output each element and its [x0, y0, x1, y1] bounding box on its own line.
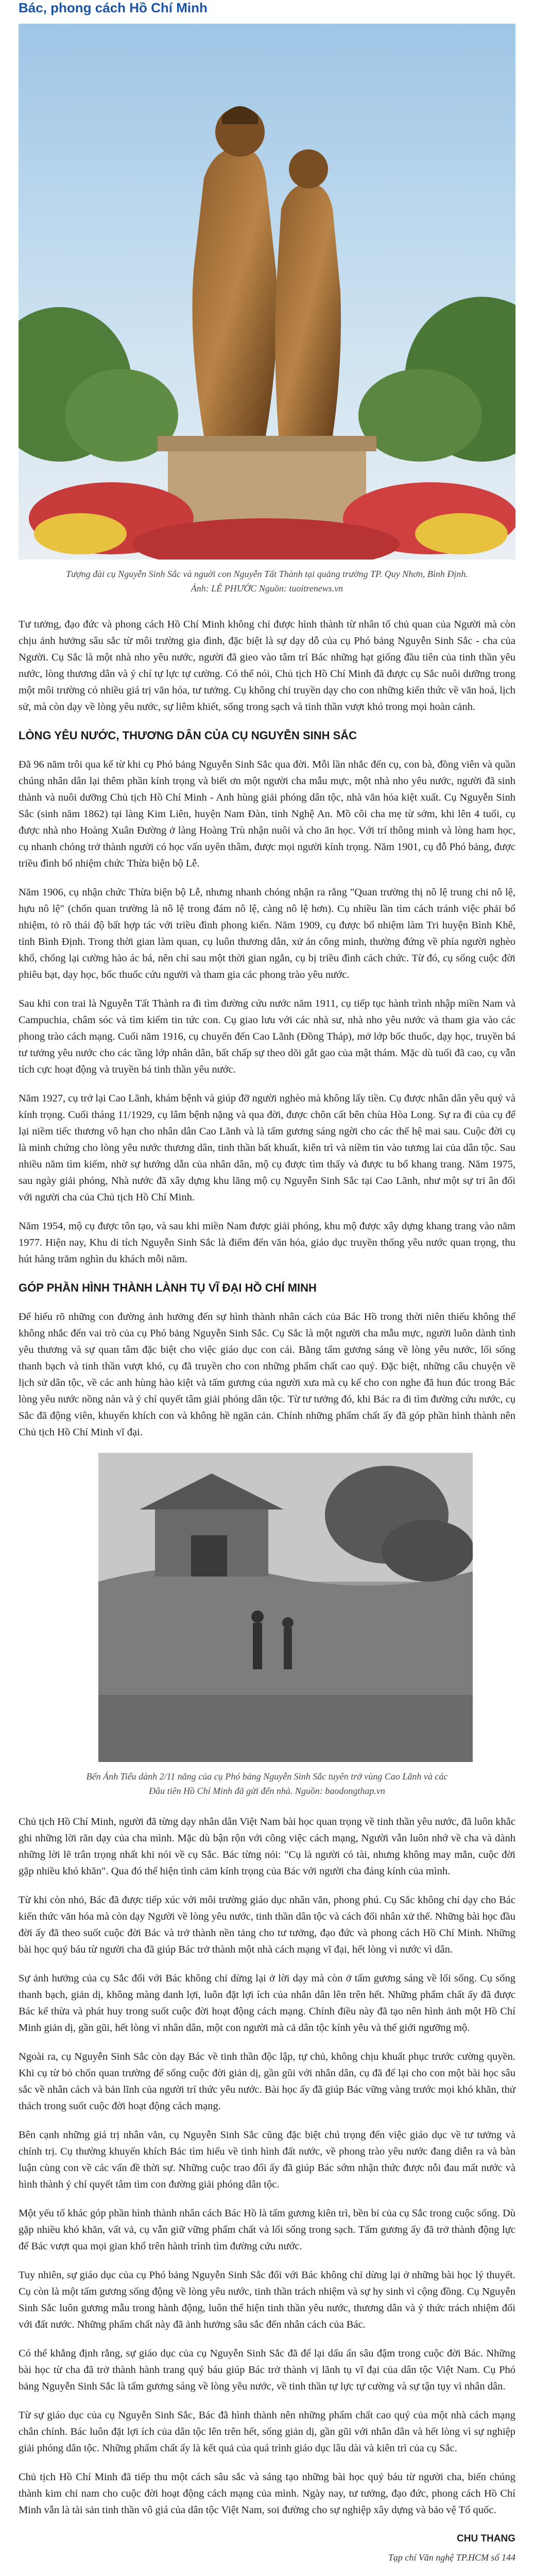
paragraph: Sự ảnh hưởng của cụ Sắc đối với Bác không chỉ dừng lại ở lời dạy mà còn ở tấm gương sáng về lối sống. Cụ sống thanh bạch, giản dị, không màng danh lợi, luôn đặt lợi ích của nhân dân lên trên hết. Những phẩm chất ấy đã được Bác kế thừa và phát huy trong suốt cuộc đời hoạt động cách mạng. Chính điều này đã tạo nên hình ảnh một Hồ Chí Minh giản dị, gần gũi, hết lòng vì nhân dân, một con người mà cả dân tộc kính yêu và thế giới ngưỡng mộ. [19, 1973, 515, 2033]
section-heading-1: LÒNG YÊU NƯỚC, THƯƠNG DÂN CỦA CỤ NGUYỄN SINH SẮC [19, 729, 357, 742]
paragraph: Để hiểu rõ những con đường ảnh hưởng đến sự hình thành nhân cách của Bác Hồ trong thời niên thiếu không thể không nhắc đến vai trò của cụ Phó bảng Nguyễn Sinh Sắc. Cụ Sắc là một người cha mẫu mực, người luôn dành tình yêu thương và sự quan tâm đặc biệt cho việc giáo dục con cái. Bằng tấm gương sáng về lòng yêu nước, lối sống thanh bạch và tinh thần vượt khó, cụ đã truyền cho con những phẩm chất cao quý. Đặc biệt, những câu chuyện về lịch sử dân tộc, về các anh hùng hào kiệt và tấm gương của người xưa mà cụ kể cho con nghe đã hun đúc trong Bác lòng yêu nước nồng nàn và ý chí quyết tâm giải phóng dân tộc. Từ tư tưởng đó, khi Bác ra đi tìm đường cứu nước, cụ Sắc đã động viên, khuyến khích con và không hề ngăn cản. Chính những phẩm chất ấy đã góp phần hình thành nên Chủ tịch Hồ Chí Minh vĩ đại. [19, 1311, 515, 1438]
statue-photo [19, 24, 515, 560]
historic-photo-image [98, 1453, 473, 1762]
hero-image [19, 24, 515, 560]
photo-caption-line-1: Bến Ảnh Tiểu dành 2/11 năng của cụ Phó bảng Nguyễn Sinh Sắc tuyên trở vùng Cao Lãnh và các [86, 1771, 448, 1782]
paragraph: Năm 1906, cụ nhận chức Thừa biện bộ Lễ, nhưng nhanh chóng nhận ra rằng "Quan trường thị nô lệ trung chi nô lệ, hựu nô lệ" (chốn quan trường là nô lệ trong đám nô lệ, càng nô lệ hơn). Cụ nhiều lần tìm cách tránh việc phải bổ nhiệm, tỏ rõ thái độ bất hợp tác với triều đình phong kiến. Năm 1909, cụ được bổ nhiệm làm Tri huyện Bình Khê, tỉnh Bình Định. Trong thời gian làm quan, cụ luôn thương dân, xử án công minh, thường đứng về phía người nghèo khổ, chống lại cường hào ác bá, nên chỉ sau một thời gian ngắn, cụ bị triều đình cách chức. Từ đó, cụ sống cuộc đời phiêu bạt, dạy học, bốc thuốc cứu người và tham gia các phong trào yêu nước. [19, 887, 515, 980]
paragraph: Một yếu tố khác góp phần hình thành nhân cách Bác Hồ là tấm gương kiên trì, bền bỉ của cụ Sắc trong cuộc sống. Dù gặp nhiều khó khăn, vất vả, cụ vẫn giữ vững phẩm chất và lối sống trong sạch. Tấm gương ấy đã trở thành động lực để Bác vượt qua mọi gian khổ trên hành trình tìm đường cứu nước. [19, 2208, 515, 2252]
page-title[interactable]: Bác, phong cách Hồ Chí Minh [19, 0, 208, 15]
paragraph: Tuy nhiên, sự giáo dục của cụ Phó bảng Nguyễn Sinh Sắc đối với Bác không chỉ dừng lại ở những bài học lý thuyết. Cụ còn là một tấm gương sống động về lòng yêu nước, tinh thần trách nhiệm và sự hy sinh vì cộng đồng. Cụ Nguyễn Sinh Sắc luôn gương mẫu trong hành động, luôn thể hiện tinh thần yêu nước, thương dân và ý thức trách nhiệm đối với đất nước. Những phẩm chất này đã ảnh hưởng sâu sắc đến nhân cách của Bác. [19, 2269, 515, 2330]
author-name: CHU THANG [457, 2533, 515, 2544]
paragraph: Năm 1927, cụ trở lại Cao Lãnh, khám bệnh và giúp đỡ người nghèo mà không lấy tiền. Cụ được nhân dân yêu quý và kính trọng. Cuối tháng 11/1929, cụ lâm bệnh nặng và qua đời, được chôn cất bên chùa Hòa Long. Sự ra đi của cụ để lại niềm tiếc thương vô hạn cho nhân dân Cao Lãnh và là tấm gương sáng ngời cho các thế hệ mai sau. Cuộc đời cụ là minh chứng cho lòng yêu nước thương dân, tinh thần bất khuất, kiên trì và niềm tin vào tương lai của dân tộc. Sau nhiều năm tìm kiếm, nhờ sự hướng dẫn của nhân dân, mộ cụ được tìm thấy và được tu bổ khang trang. Năm 1975, sau ngày giải phóng, Nhà nước đã xây dựng khu lăng mộ cụ Nguyễn Sinh Sắc tại Cao Lãnh, như một sự tri ân đối với người cha của Chủ tịch Hồ Chí Minh. [19, 1093, 515, 1203]
paragraph: Chủ tịch Hồ Chí Minh, người đã từng dạy nhân dân Việt Nam bài học quan trọng về tinh thần yêu nước, đã luôn khắc ghi những lời răn dạy của cha mình. Mặc dù bận rộn với công việc cách mạng, Người vẫn luôn nhớ về cha và dành những lời lẽ trân trọng nhất khi nói về cụ Sắc. Bác từng nói: "Cụ là người có tài, nhưng không may mắn, cuộc đời gặp nhiều khó khăn". Qua đó thể hiện tình cảm kính trọng của Bác với người cha đáng kính của mình. [19, 1816, 515, 1877]
historic-photo [98, 1453, 473, 1762]
paragraph: Chủ tịch Hồ Chí Minh đã tiếp thu một cách sâu sắc và sáng tạo những bài học quý báu từ người cha, biến chúng thành kim chỉ nam cho cuộc đời hoạt động cách mạng của mình. Ngày nay, tư tưởng, đạo đức, phong cách Hồ Chí Minh vẫn là tài sản tinh thần vô giá của dân tộc Việt Nam, soi đường cho sự nghiệp xây dựng và bảo vệ Tổ quốc. [19, 2471, 515, 2516]
article-body [19, 616, 515, 2566]
hero-caption-line-2: Ảnh: LÊ PHƯỚC Nguồn: tuoitrenews.vn [191, 583, 343, 594]
historic-photo-caption [19, 1769, 515, 1798]
intro-paragraph: Tư tưởng, đạo đức và phong cách Hồ Chí Minh không chỉ được hình thành từ nhân tố chủ quan của Người mà còn chịu ảnh hưởng sâu sắc từ môi trường gia đình, đặc biệt là sự dạy dỗ của cụ Phó bảng Nguyễn Sinh Sắc - cha của Người. Cụ Sắc là một nhà nho yêu nước, người đã gieo vào tâm trí Bác những hạt giống đầu tiên của tinh thần yêu nước, lòng thương dân và ý chí tự lực tự cường. Có thể nói, Chủ tịch Hồ Chí Minh đã được cụ Sắc nuôi dưỡng trong một môi trường có nhiều giá trị văn hóa, tư tưởng. Cụ không chỉ truyền dạy cho con những kiến thức về văn hoá, lịch sử, mà còn dạy về lòng yêu nước, sự liêm khiết, sống trong sạch và tinh thần vượt khó trong mọi hoàn cảnh. [19, 619, 515, 713]
paragraph: Có thể khẳng định rằng, sự giáo dục của cụ Nguyễn Sinh Sắc đã để lại dấu ấn sâu đậm trong cuộc đời Bác. Những bài học từ cha đã trở thành hành trang quý báu giúp Bác trở thành vị lãnh tụ vĩ đại của dân tộc Việt Nam. Cụ Phó bảng Nguyễn Sinh Sắc là tấm gương sáng về lòng yêu nước, về tinh thần tự lực tự cường và sự tận tụy vì nhân dân. [19, 2348, 515, 2392]
paragraph: Sau khi con trai là Nguyễn Tất Thành ra đi tìm đường cứu nước năm 1911, cụ tiếp tục hành trình nhập miền Nam và Campuchia, châm sóc và tìm kiếm tin tức con. Cụ giao lưu với các nhà sư, nhà nho yêu nước và tham gia vào các phong trào cách mạng. Cuối năm 1916, cụ chuyển đến Cao Lãnh (Đồng Tháp), mở lớp bốc thuốc, dạy học, truyền bá tư tưởng yêu nước cho các tầng lớp nhân dân, bất chấp sự theo dõi gắt gao của mật thám. Mặc dù tuổi đã cao, cụ vẫn tích cực hoạt động và truyền bá tinh thần yêu nước. [19, 998, 515, 1075]
article-source: Tạp chí Văn nghệ TP.HCM số 144 [388, 2552, 515, 2563]
paragraph: Năm 1954, mộ cụ được tôn tạo, và sau khi miền Nam được giải phóng, khu mộ được xây dựng khang trang vào năm 1977. Hiện nay, Khu di tích Nguyễn Sinh Sắc là điểm đến văn hóa, giáo dục truyền thống yêu nước quan trọng, thu hút hàng trăm nghìn du khách mỗi năm. [19, 1221, 515, 1265]
section-heading-2: GÓP PHẦN HÌNH THÀNH LÀNH TỤ VĨ ĐẠI HỒ CHÍ MINH [19, 1281, 317, 1294]
paragraph: Ngoài ra, cụ Nguyễn Sinh Sắc còn dạy Bác về tinh thần độc lập, tự chủ, không chịu khuất phục trước cường quyền. Khi cụ từ bỏ chốn quan trường để sống cuộc đời giản dị, gần gũi với nhân dân, cụ đã để lại cho con một bài học sâu sắc về nhân cách và bản lĩnh của người trí thức yêu nước. Bài học ấy đã giúp Bác vững vàng trước mọi khó khăn, thử thách trong suốt cuộc đời hoạt động cách mạng. [19, 2051, 515, 2112]
paragraph: Bên cạnh những giá trị nhân văn, cụ Nguyễn Sinh Sắc cũng đặc biệt chú trọng đến việc giáo dục về tư tưởng và chính trị. Cụ thường khuyến khích Bác tìm hiểu về tình hình đất nước, về phong trào yêu nước đang diễn ra và bàn luận cùng con về các vấn đề thời sự. Những cuộc trao đổi ấy đã giúp Bác sớm nhận thức được nỗi đau mất nước và hình thành ý chí quyết tâm tìm con đường giải phóng dân tộc. [19, 2129, 515, 2190]
paragraph: Từ sự giáo dục của cụ Nguyễn Sinh Sắc, Bác đã hình thành nên những phẩm chất cao quý của một nhà cách mạng chân chính. Bác luôn đặt lợi ích của dân tộc lên trên hết, sống giản dị, gần gũi với nhân dân và hết lòng vì sự nghiệp giải phóng dân tộc. Những phẩm chất ấy là kết quả của quá trình giáo dục lâu dài và kiên trì của cụ Sắc. [19, 2410, 515, 2454]
paragraph: Đã 96 năm trôi qua kể từ khi cụ Phó bảng Nguyễn Sinh Sắc qua đời. Mỗi lần nhắc đến cụ, con bà, đồng viên và quần chúng nhân dân lại thêm phần kính trọng và biết ơn một người cha mẫu mực, một nhà nho yêu nước, người đã sinh thành và nuôi dưỡng Chủ tịch Hồ Chí Minh - Anh hùng giải phóng dân tộc, nhà văn hóa kiệt xuất. Cụ Nguyễn Sinh Sắc (sinh năm 1862) tại làng Kim Liên, huyện Nam Đàn, tỉnh Nghệ An. Mồ côi cha mẹ từ sớm, khi lên 4 tuổi, cụ được nhà nho Hoàng Xuân Đường ở làng Hoàng Trù nhận nuôi và cho ăn học. Với trí thông minh và lòng ham học, cụ nhanh chóng trở thành người có học vấn uyên thâm, được mọi người kính trọng. Năm 1901, cụ đỗ Phó bảng, được triều đình bổ nhiệm chức Thừa biện bộ Lễ. [19, 759, 515, 869]
paragraph: Từ khi còn nhỏ, Bác đã được tiếp xúc với môi trường giáo dục nhân văn, phong phú. Cụ Sắc không chỉ dạy cho Bác kiến thức văn hóa mà còn dạy Người về lòng yêu nước, tinh thần dân tộc và cách đối nhân xử thế. Những bài học đầu đời ấy đã theo suốt cuộc đời Bác và trở thành nền tảng cho tư tưởng, đạo đức và phong cách Hồ Chí Minh. Những bài học quý báu từ người cha đã giúp Bác trở thành một nhà cách mạng vĩ đại, hết lòng vì nước vì dân. [19, 1894, 515, 1955]
hero-caption-line-1: Tượng đài cụ Nguyễn Sinh Sắc và nguời con Nguyễn Tất Thành tại quảng trường TP. Quy Nhơn, Bình Định. [66, 569, 468, 579]
photo-caption-line-2: Đâu tiên Hồ Chí Minh đã gửi đến nhà. Nguồn: baodongthap.vn [149, 1786, 385, 1796]
hero-caption [0, 567, 534, 596]
